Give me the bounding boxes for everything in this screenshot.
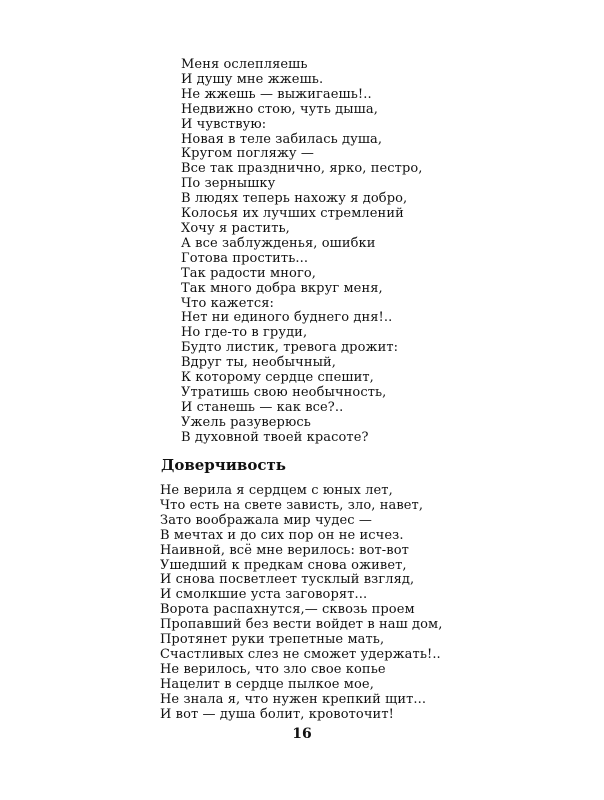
poem-line: Не знала я, что нужен крепкий щит... [160,691,427,707]
poem-line: Счастливых слез не сможет удержать!.. [160,646,441,662]
poem-line: И станешь — как все?.. [181,399,344,415]
poem-line: Недвижно стою, чуть дыша, [181,101,378,117]
poem-continued-text [181,58,423,446]
page-number: 16 [292,726,312,742]
poem-line: И вот — душа болит, кровоточит! [160,706,394,722]
poem-title: Доверчивость [161,456,286,474]
poem-line: Колосья их лучших стремлений [181,206,404,222]
poem-line: Что есть на свете зависть, зло, навет, [160,497,424,513]
poem-line: Не верилось, что зло свое копье [160,661,386,677]
poem-line: Нацелит в сердце пылкое мое, [160,676,374,692]
poem-text [160,484,442,723]
poem-line: Пропавший без вести войдет в наш дом, [160,617,443,633]
poem-line: Все так празднично, ярко, пестро, [181,161,423,177]
poem-line: Наивной, всё мне верилось: вот-вот [160,542,409,558]
poem-line: По зернышку [181,176,276,192]
poem-line: Так радости много, [181,265,317,281]
poem-line: А все заблужденья, ошибки [181,235,376,251]
poem-line: Ужель разуверюсь [181,414,311,430]
poem-line: Зато воображала мир чудес — [160,512,373,528]
poem-line: Будто листик, тревога дрожит: [181,340,399,356]
poem-line: К которому сердце спешит, [181,370,374,386]
poem-line: Вдруг ты, необычный, [181,355,337,371]
poem-line: В мечтах и до сих пор он не исчез. [160,527,404,543]
poem-line: И смолкшие уста заговорят... [160,587,368,603]
poem-line: Ворота распахнутся,— сквозь проем [160,602,415,618]
poem-line: Ушедший к предкам снова оживет, [160,557,407,573]
poem-line: Нет ни единого буднего дня!.. [181,310,393,326]
poem-line: В духовной твоей красоте? [181,429,369,445]
poem-line: Так много добра вкруг меня, [181,280,383,296]
poem-line: В людях теперь нахожу я добро, [181,191,408,207]
poem-line: И снова посветлеет тусклый взгляд, [160,572,415,588]
poem-line: Протянет руки трепетные мать, [160,632,385,648]
poem-line: Не верила я сердцем с юных лет, [160,483,393,498]
poem-line: И чувствую: [181,116,267,132]
poem-line: Утратишь свою необычность, [181,384,387,400]
poem-line: Готова простить... [181,250,309,266]
poem-line: Новая в теле забилась душа, [181,131,383,147]
poem-line: Кругом погляжу — [181,146,315,162]
poem-line: И душу мне жжешь. [181,71,324,87]
poem-line: Что кажется: [181,295,274,311]
poem-line: Хочу я растить, [181,220,290,236]
poem-line: Меня ослепляешь [181,57,308,72]
poem-line: Не жжешь — выжигаешь!.. [181,86,372,102]
poem-line: Но где-то в груди, [181,325,308,341]
